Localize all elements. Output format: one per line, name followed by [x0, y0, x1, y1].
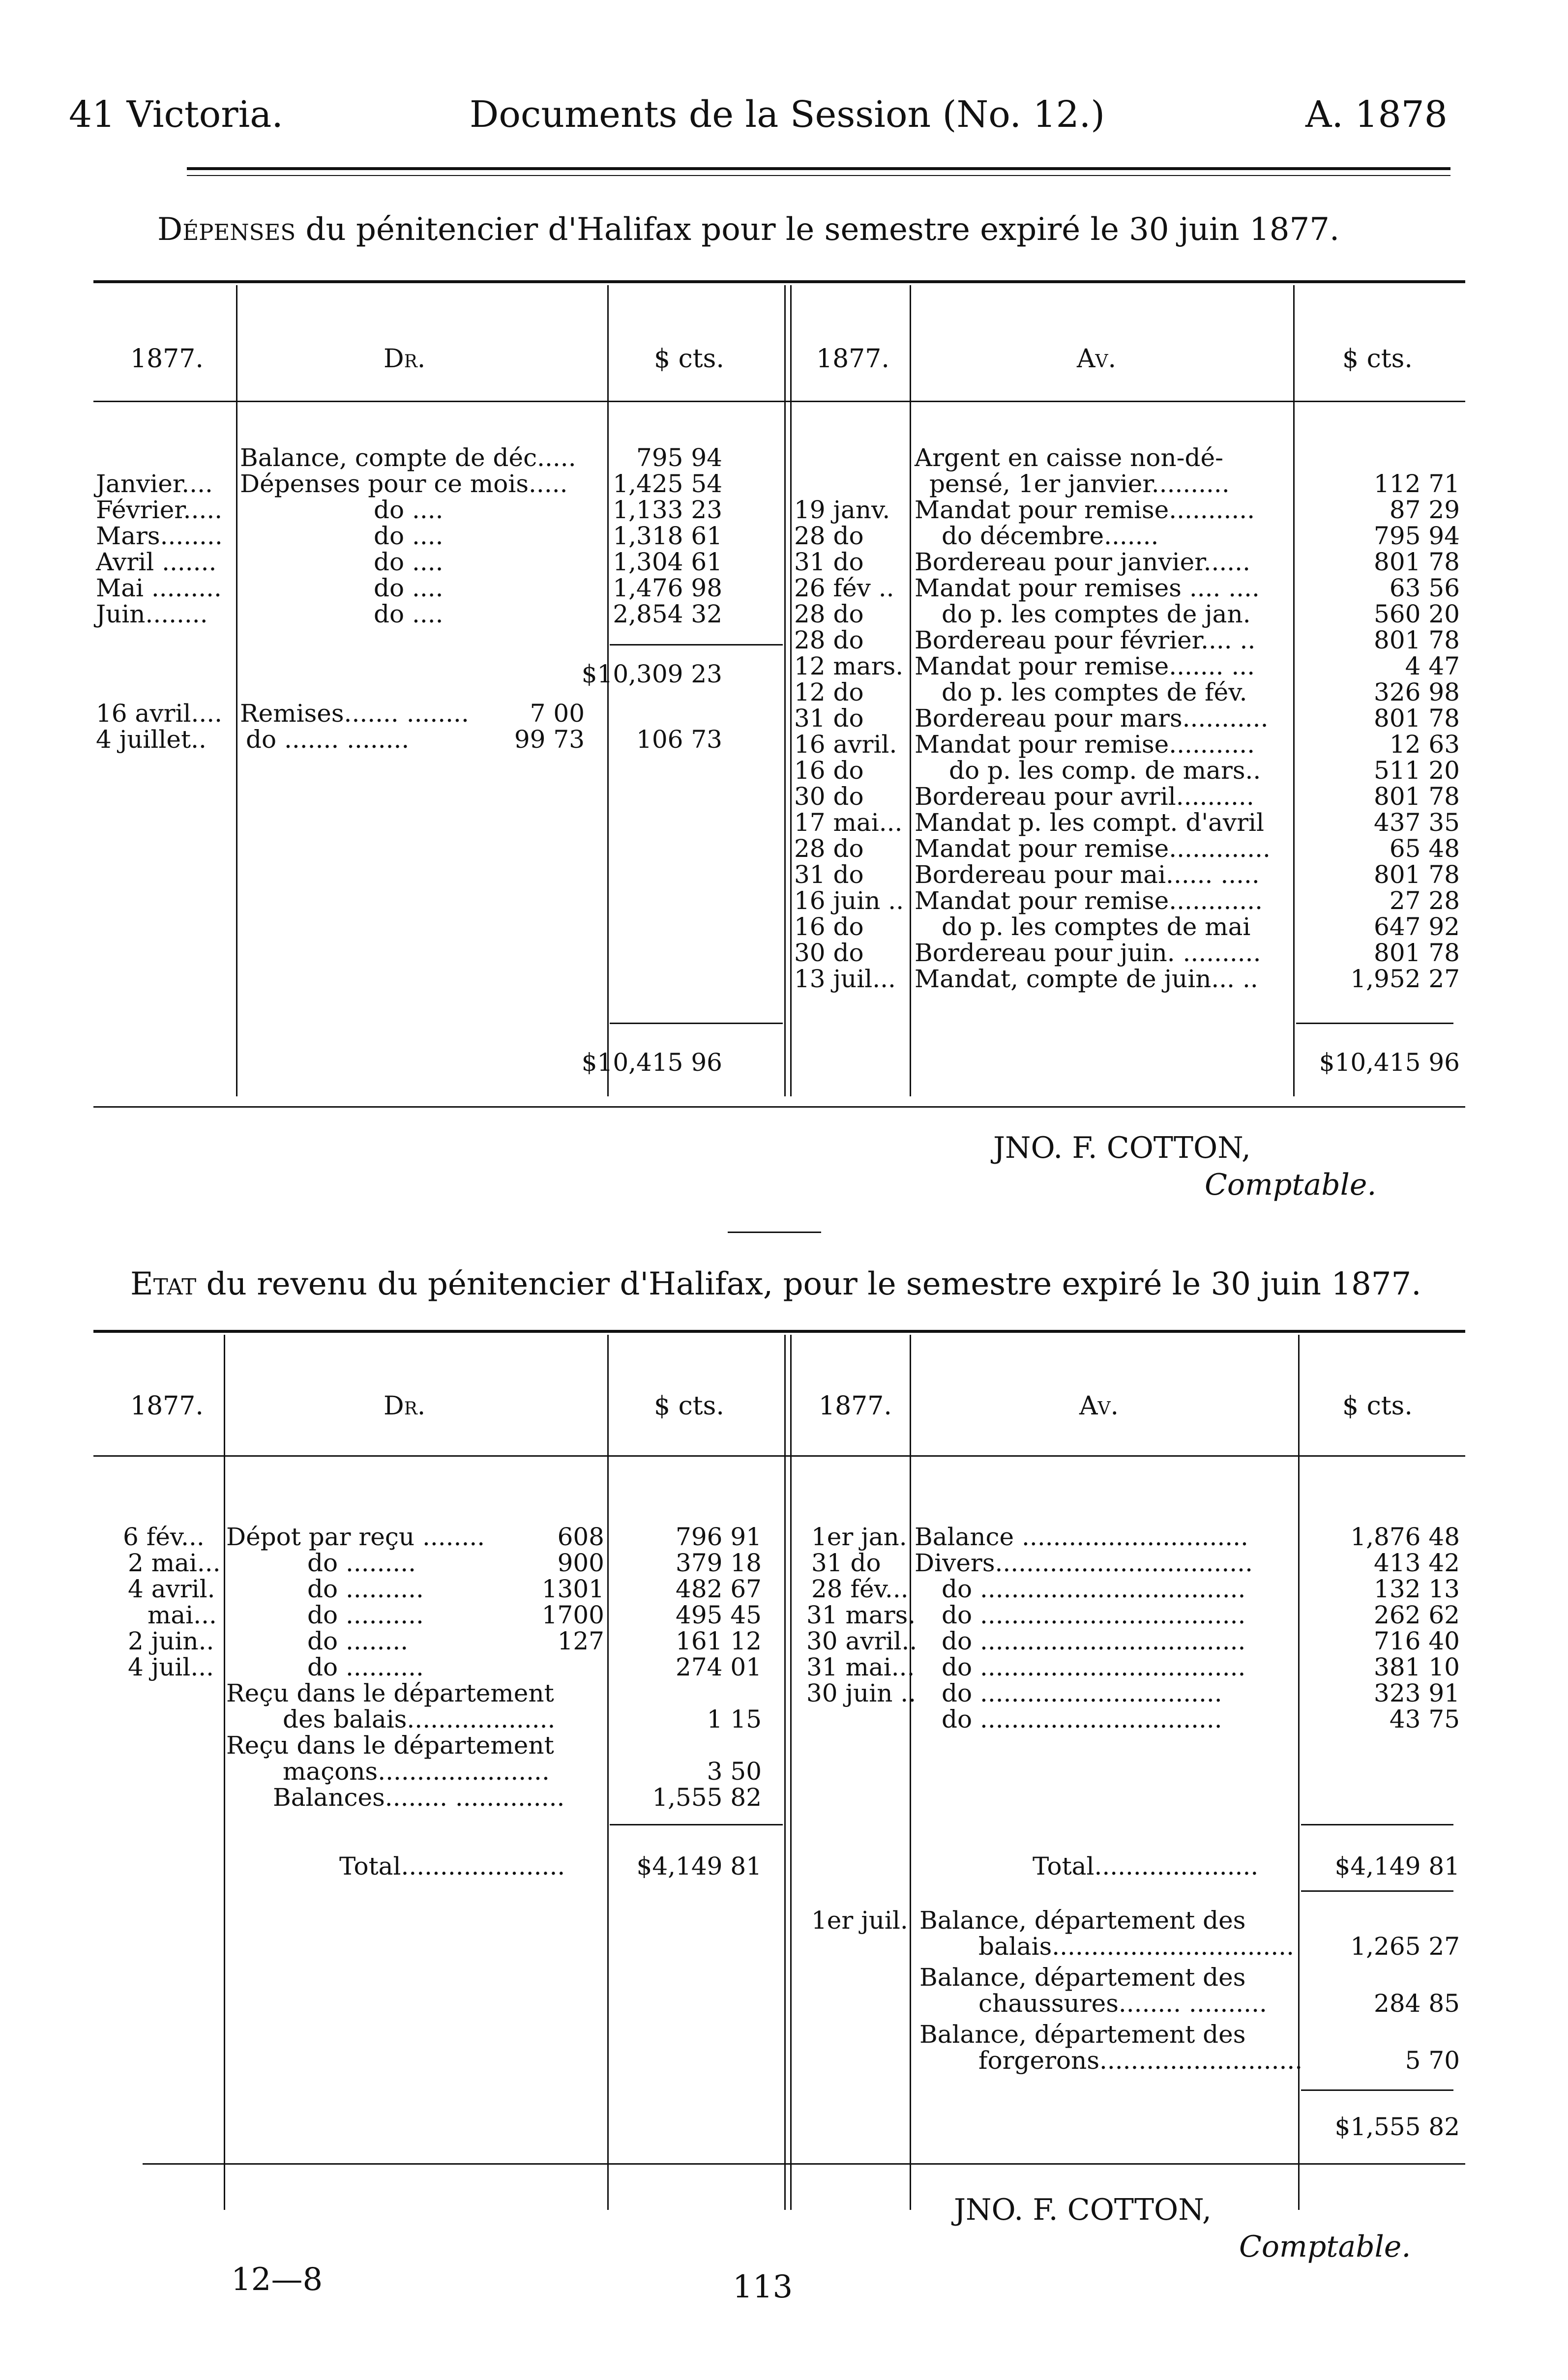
- table1-col-year-av: 1877.: [816, 344, 889, 374]
- table2-balances-total: $1,555 82: [1334, 2113, 1460, 2141]
- row-desc-line2: balais...............................: [978, 1932, 1294, 1961]
- row-desc: do p. les comptes de fév.: [942, 678, 1247, 706]
- row-amount: 1,304 61: [613, 548, 722, 576]
- table2-col-dt: Dr.: [384, 1391, 426, 1421]
- row-date: 16 juin ..: [794, 886, 904, 915]
- row-date: 13 juil...: [794, 965, 896, 993]
- row-date: 31 do: [794, 860, 864, 889]
- row-amount: 1 15: [707, 1705, 762, 1734]
- running-header-left: 41 Victoria.: [69, 93, 283, 136]
- table1-vline-5: [1293, 285, 1295, 1096]
- table2-col-year-av: 1877.: [819, 1391, 892, 1421]
- table2-vline-5: [1298, 1335, 1300, 2210]
- table1-col-dt: Dr.: [384, 344, 426, 374]
- table2-debit-total: $4,149 81: [636, 1852, 762, 1880]
- row-amount: 65 48: [1389, 834, 1460, 863]
- row-date: 17 mai...: [794, 808, 903, 837]
- header-rule-thin: [187, 175, 1450, 176]
- row-amount: 284 85: [1374, 1989, 1460, 2018]
- row-amount: 511 20: [1374, 756, 1460, 785]
- running-header-right: A. 1878: [1305, 93, 1448, 136]
- row-sub: 7 00: [530, 699, 585, 728]
- table1-debit-subtotal-rule: [610, 644, 783, 646]
- row-desc: Mandat, compte de juin... ..: [915, 965, 1258, 993]
- row-desc: do décembre.......: [942, 522, 1159, 550]
- row-desc: pensé, 1er janvier..........: [929, 470, 1230, 498]
- row-desc: Bordereau pour avril..........: [915, 782, 1254, 811]
- row-amount: 716 40: [1374, 1627, 1460, 1655]
- row-amount: 437 35: [1374, 808, 1460, 837]
- row-amount: 63 56: [1389, 574, 1460, 602]
- table1-col-amt-dt: $ cts.: [654, 344, 724, 374]
- row-desc-line2: forgerons..........................: [978, 2046, 1303, 2075]
- row-date: 28 do: [794, 522, 864, 550]
- row-amount: 43 75: [1389, 1705, 1460, 1734]
- row-date: 2 mai...: [128, 1549, 221, 1577]
- row-date: 2 juin..: [128, 1627, 214, 1655]
- row-amount: 801 78: [1374, 626, 1460, 654]
- row-desc: do p. les comptes de mai: [942, 912, 1251, 941]
- row-date: Février.....: [96, 496, 223, 524]
- row-amount: 647 92: [1374, 912, 1460, 941]
- row-desc: do ..................................: [942, 1627, 1246, 1655]
- row-amount: 796 91: [676, 1523, 762, 1551]
- table2-signature-role: Comptable.: [1239, 2230, 1411, 2264]
- table1-vline-3: [784, 285, 786, 1096]
- table1-col-year-dt: 1877.: [130, 344, 204, 374]
- row-desc: do ..........: [307, 1575, 424, 1603]
- row-desc: do p. les comptes de jan.: [942, 600, 1251, 628]
- row-amount: 274 01: [676, 1653, 762, 1681]
- row-desc: Bordereau pour mai...... .....: [915, 860, 1260, 889]
- row-date: 16 do: [794, 756, 864, 785]
- row-desc: Dépenses pour ce mois.....: [240, 470, 568, 498]
- row-amount: 1,425 54: [613, 470, 722, 498]
- row-amount: 801 78: [1374, 548, 1460, 576]
- row-desc: Mandat pour remise....... ...: [915, 652, 1255, 680]
- row-date: 4 avril.: [128, 1575, 215, 1603]
- row-date: 30 juin ..: [806, 1679, 917, 1707]
- row-desc: Bordereau pour janvier......: [915, 548, 1250, 576]
- row-desc: Dépot par reçu ........: [226, 1523, 485, 1551]
- table1-title-caps: Dépenses: [157, 211, 296, 248]
- row-desc: Remises....... ........: [240, 699, 469, 728]
- row-desc: Bordereau pour juin. ..........: [915, 939, 1261, 967]
- table1-top-rule: [93, 280, 1465, 283]
- row-date: Mars........: [96, 522, 223, 550]
- table2-credit-total-rule: [1301, 1824, 1453, 1825]
- row-desc: Bordereau pour mars...........: [915, 704, 1269, 733]
- row-amount: 1,555 82: [652, 1783, 762, 1812]
- row-date: Mai .........: [96, 574, 222, 602]
- table2-vline-3: [784, 1335, 786, 2210]
- row-desc-line1: Balance, département des: [919, 1906, 1246, 1935]
- row-sub: 608: [557, 1523, 604, 1551]
- section-separator: [728, 1232, 821, 1233]
- table1-title: [157, 211, 1339, 248]
- row-date: 1er juil.: [811, 1906, 908, 1935]
- table2-col-av: Av.: [1079, 1391, 1119, 1421]
- row-desc: do ....: [374, 548, 444, 576]
- header-rule-thick: [187, 167, 1450, 170]
- row-desc-line1: Balance, département des: [919, 1963, 1246, 1992]
- row-date: 31 do: [811, 1549, 881, 1577]
- row-desc: Bordereau pour février.... ..: [915, 626, 1256, 654]
- row-date: 30 avril..: [806, 1627, 917, 1655]
- row-sub: 1301: [541, 1575, 604, 1603]
- row-amount: 560 20: [1374, 600, 1460, 628]
- table1-vline-2: [607, 285, 609, 1096]
- row-date: 19 janv.: [794, 496, 890, 524]
- row-desc: Balance .............................: [915, 1523, 1248, 1551]
- row-amount: 161 12: [676, 1627, 762, 1655]
- row-date: 31 do: [794, 548, 864, 576]
- row-date: 16 do: [794, 912, 864, 941]
- row-date: 26 fév ..: [794, 574, 894, 602]
- table2-debit-total-rule: [610, 1824, 783, 1825]
- table2-header-rule: [93, 1455, 1465, 1457]
- row-desc: Balance, compte de déc.....: [240, 443, 576, 472]
- row-amount: 795 94: [636, 443, 722, 472]
- row-date: mai...: [148, 1601, 217, 1629]
- row-desc: Reçu dans le département: [226, 1731, 554, 1760]
- row-amount: 262 62: [1374, 1601, 1460, 1629]
- table2-credit-total-label: Total.....................: [1033, 1852, 1259, 1880]
- row-desc: Divers.................................: [915, 1549, 1253, 1577]
- table2-vline-2: [607, 1335, 609, 2210]
- row-desc: do ....: [374, 600, 444, 628]
- row-desc: Mandat pour remise.............: [915, 834, 1271, 863]
- row-desc: do ...............................: [942, 1679, 1222, 1707]
- row-sub: 127: [557, 1627, 604, 1655]
- row-desc: do ...............................: [942, 1705, 1222, 1734]
- table1-credit-total-rule: [1296, 1023, 1453, 1024]
- table2-top-rule: [93, 1330, 1465, 1333]
- row-date: 30 do: [794, 782, 864, 811]
- row-desc: maçons......................: [283, 1757, 550, 1786]
- row-desc: do p. les comp. de mars..: [949, 756, 1261, 785]
- row-date: 6 fév...: [123, 1523, 205, 1551]
- table1-debit-remises-total: 106 73: [636, 725, 722, 754]
- row-desc: do ....: [374, 496, 444, 524]
- row-date: Avril .......: [96, 548, 217, 576]
- table1-debit-subtotal: $10,309 23: [581, 660, 722, 688]
- table1-title-rest: du pénitencier d'Halifax pour le semestre expiré le 30 juin 1877.: [305, 211, 1340, 248]
- row-date: 16 avril....: [96, 699, 223, 728]
- row-amount: 801 78: [1374, 939, 1460, 967]
- row-amount: 1,476 98: [613, 574, 722, 602]
- row-desc: do ..................................: [942, 1601, 1246, 1629]
- row-desc: do .........: [307, 1549, 416, 1577]
- row-amount: 12 63: [1389, 730, 1460, 759]
- table2-balances-total-rule: [1301, 2089, 1453, 2091]
- row-amount: 2,854 32: [613, 600, 722, 628]
- table2-title: [130, 1266, 1421, 1302]
- row-amount: 112 71: [1374, 470, 1460, 498]
- row-desc: Mandat p. les compt. d'avril: [915, 808, 1265, 837]
- row-amount: 381 10: [1374, 1653, 1460, 1681]
- row-amount: 4 47: [1405, 652, 1460, 680]
- row-desc: do ....: [374, 522, 444, 550]
- table1-bottom-rule: [93, 1106, 1465, 1108]
- row-date: 1er jan.: [811, 1523, 907, 1551]
- table1-vline-4: [910, 285, 911, 1096]
- table1-debit-total: $10,415 96: [581, 1048, 722, 1077]
- row-desc-line2: chaussures........ ..........: [978, 1989, 1267, 2018]
- row-desc: des balais...................: [283, 1705, 556, 1734]
- row-date: 28 fév...: [811, 1575, 909, 1603]
- table1-vline-1: [236, 285, 237, 1096]
- row-amount: 27 28: [1389, 886, 1460, 915]
- table2-col-amt-av: $ cts.: [1342, 1391, 1413, 1421]
- row-desc: Mandat pour remise...........: [915, 730, 1255, 759]
- table2-vline-3b: [790, 1335, 792, 2210]
- table1-signature: JNO. F. COTTON,: [993, 1131, 1251, 1165]
- row-date: 31 mai...: [806, 1653, 915, 1681]
- row-sub: 99 73: [514, 725, 585, 754]
- row-sub: 1700: [541, 1601, 604, 1629]
- row-date: Juin........: [96, 600, 208, 628]
- row-amount: 1,952 27: [1350, 965, 1460, 993]
- table2-title-caps: Etat: [130, 1266, 197, 1302]
- row-amount: 801 78: [1374, 704, 1460, 733]
- row-desc: Mandat pour remise............: [915, 886, 1263, 915]
- table2-vline-4: [910, 1335, 911, 2210]
- row-amount: 801 78: [1374, 782, 1460, 811]
- row-amount: 1,265 27: [1350, 1932, 1460, 1961]
- row-amount: 132 13: [1374, 1575, 1460, 1603]
- row-date: 12 do: [794, 678, 864, 706]
- row-date: 28 do: [794, 834, 864, 863]
- row-sub: 900: [557, 1549, 604, 1577]
- table2-col-amt-dt: $ cts.: [654, 1391, 724, 1421]
- row-amount: 3 50: [707, 1757, 762, 1786]
- footer-signature-mark: 12—8: [231, 2262, 323, 2298]
- row-amount: 413 42: [1374, 1549, 1460, 1577]
- row-amount: 482 67: [676, 1575, 762, 1603]
- row-date: 30 do: [794, 939, 864, 967]
- table1-credit-total: $10,415 96: [1319, 1048, 1460, 1077]
- row-desc: do ....... ........: [246, 725, 410, 754]
- row-amount: 1,318 61: [613, 522, 722, 550]
- row-desc: Mandat pour remises .... ....: [915, 574, 1260, 602]
- row-amount: 5 70: [1405, 2046, 1460, 2075]
- table2-bottom-rule: [143, 2163, 1465, 2165]
- table2-credit-total-underline: [1301, 1890, 1453, 1892]
- row-amount: 326 98: [1374, 678, 1460, 706]
- table1-col-amt-av: $ cts.: [1342, 344, 1413, 374]
- table1-header-rule: [93, 401, 1465, 402]
- table2-signature: JNO. F. COTTON,: [954, 2193, 1212, 2227]
- row-amount: 1,876 48: [1350, 1523, 1460, 1551]
- table1-signature-role: Comptable.: [1205, 1168, 1377, 1202]
- row-date: Janvier....: [96, 470, 213, 498]
- table2-vline-1: [224, 1335, 225, 2210]
- table2-debit-total-label: Total.....................: [339, 1852, 565, 1880]
- row-desc: do ....: [374, 574, 444, 602]
- row-amount: 1,133 23: [613, 496, 722, 524]
- row-amount: 801 78: [1374, 860, 1460, 889]
- row-date: 31 do: [794, 704, 864, 733]
- running-header-center: Documents de la Session (No. 12.): [470, 93, 1105, 136]
- row-amount: 795 94: [1374, 522, 1460, 550]
- row-desc: Balances........ ..............: [273, 1783, 565, 1812]
- row-desc: do ..................................: [942, 1653, 1246, 1681]
- table2-title-rest: du revenu du pénitencier d'Halifax, pour le semestre expiré le 30 juin 1877.: [206, 1266, 1421, 1302]
- row-amount: 379 18: [676, 1549, 762, 1577]
- row-date: 16 avril.: [794, 730, 897, 759]
- row-date: 28 do: [794, 600, 864, 628]
- row-desc: do ..................................: [942, 1575, 1246, 1603]
- row-desc: do ........: [307, 1627, 409, 1655]
- row-desc: Reçu dans le département: [226, 1679, 554, 1707]
- row-desc: do ..........: [307, 1601, 424, 1629]
- page-number: 113: [733, 2269, 793, 2305]
- row-desc: Mandat pour remise...........: [915, 496, 1255, 524]
- row-desc: Argent en caisse non-dé-: [915, 443, 1223, 472]
- table2-credit-total: $4,149 81: [1334, 1852, 1460, 1880]
- row-amount: 87 29: [1389, 496, 1460, 524]
- row-desc-line1: Balance, département des: [919, 2020, 1246, 2049]
- table1-vline-3b: [790, 285, 792, 1096]
- row-date: 28 do: [794, 626, 864, 654]
- row-date: 31 mars.: [806, 1601, 916, 1629]
- row-amount: 495 45: [676, 1601, 762, 1629]
- table2-col-year-dt: 1877.: [130, 1391, 204, 1421]
- row-date: 4 juil...: [128, 1653, 214, 1681]
- row-date: 4 juillet..: [96, 725, 207, 754]
- table1-col-av: Av.: [1077, 344, 1117, 374]
- row-amount: 323 91: [1374, 1679, 1460, 1707]
- row-desc: do ..........: [307, 1653, 424, 1681]
- row-date: 12 mars.: [794, 652, 904, 680]
- table1-debit-total-rule: [610, 1023, 783, 1024]
